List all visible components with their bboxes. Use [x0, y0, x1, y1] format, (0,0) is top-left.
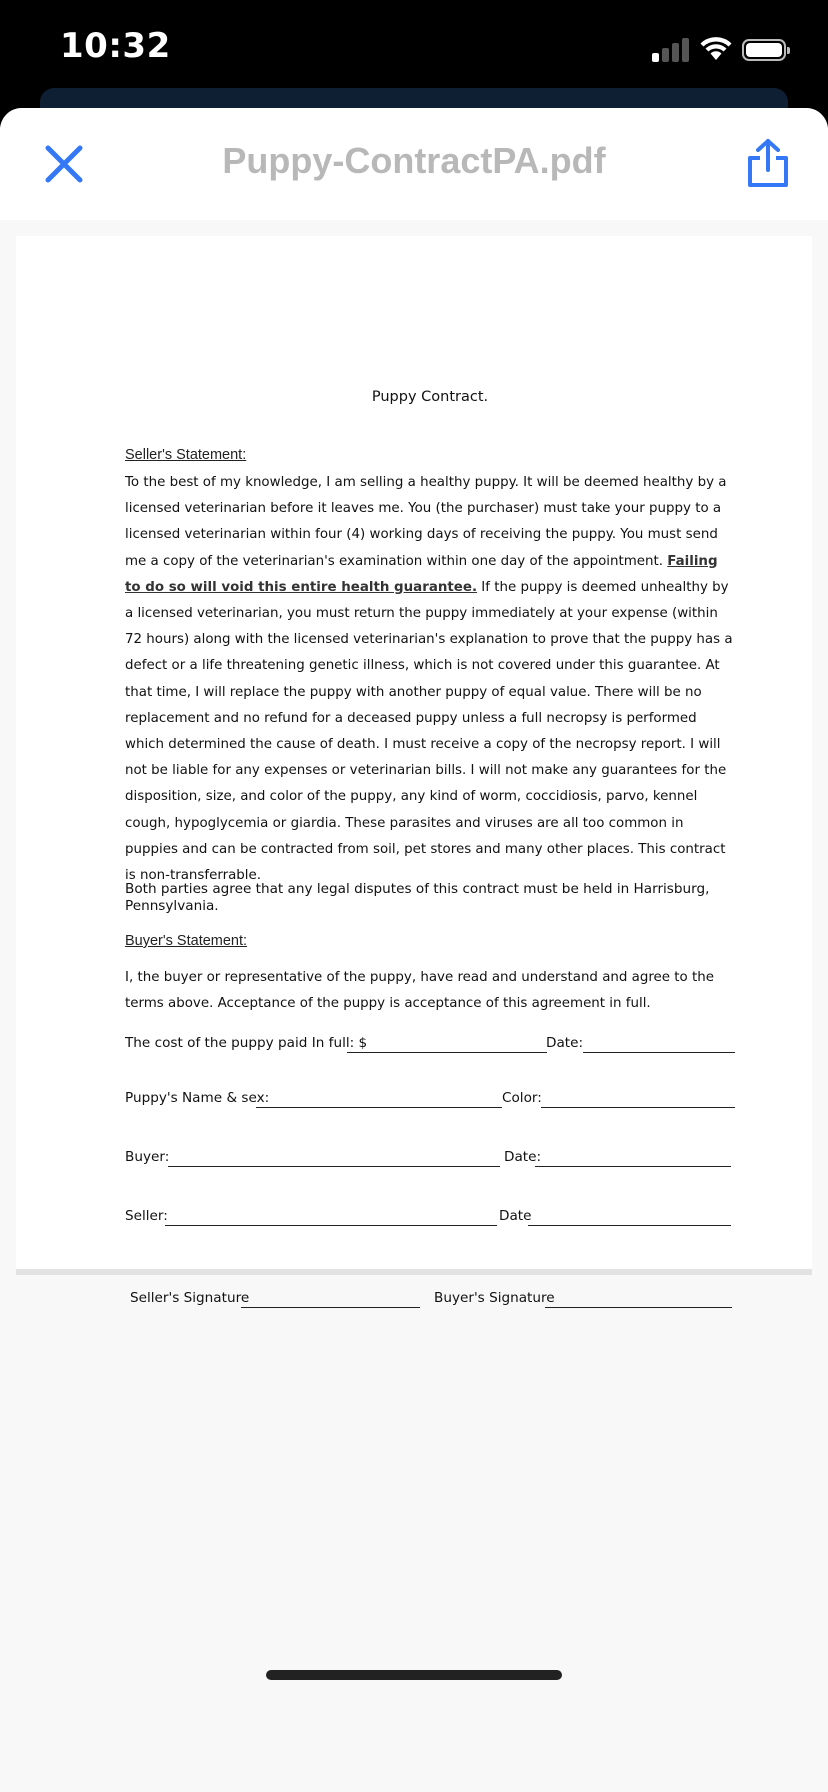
color-blank — [541, 1092, 735, 1108]
cost-label: The cost of the puppy paid In full: $ — [125, 1035, 368, 1051]
color-label: Color: — [502, 1090, 542, 1106]
page-edge — [16, 1269, 812, 1275]
home-indicator[interactable] — [266, 1670, 562, 1680]
share-icon[interactable] — [746, 138, 790, 188]
seller-text-part2: If the puppy is deemed unhealthy by a licensed veterinarian, you must return the puppy immediately at your expense (within 72 hours) along with the licensed veterinarian's explanation to prove that the puppy has a defect or a life threatening genetic illness, which is not covered under this guarantee. At that time, I will replace the puppy with another puppy of equal value. There will be no replacement and no refund for a deceased puppy unless a full necropsy is performed which determined the cause of death. I must receive a copy of the necropsy report. I will not be liable for any expenses or veterinarian bills. I will not make any guarantees for the disposition, size, and color of the puppy, any kind of worm, coccidiosis, parvo, kennel cough, hypoglycemia or giardia. These parasites and viruses are all too common in puppies and can be contracted from soil, pet stores and many other places. This contract is non-transferrable. — [125, 579, 733, 884]
seller-statement-heading: Seller's Statement: — [125, 447, 247, 463]
date-label: Date: — [546, 1035, 584, 1051]
seller-statement-text — [125, 470, 737, 889]
pdf-preview-sheet — [0, 108, 828, 1792]
contract-title: Puppy Contract. — [371, 389, 489, 405]
seller-blank — [165, 1210, 497, 1226]
seller-text-part1: To the best of my knowledge, I am selling a healthy puppy. It will be deemed healthy by a licensed veterinarian before it leaves me. You (the purchaser) must take your puppy to a licensed veterinarian within four (4) working days of receiving the puppy. You must send me a copy of the veterinarian's examination within one day of the appointment. — [125, 475, 727, 569]
seller-date-label: Date — [499, 1208, 532, 1224]
date-blank — [583, 1037, 735, 1053]
buyer-statement-heading: Buyer's Statement: — [125, 933, 248, 949]
buyer-statement-text: I, the buyer or representative of the puppy, have read and understand and agree to the terms above. Acceptance of the puppy is acceptance of this agreement in full. — [125, 970, 714, 1012]
seller-date-blank — [528, 1210, 731, 1226]
buyer-date-blank — [535, 1151, 731, 1167]
cost-blank — [347, 1037, 547, 1053]
wifi-icon — [700, 36, 732, 62]
buyer-signature-label: Buyer's Signature — [434, 1290, 555, 1306]
legal-disputes-text: Both parties agree that any legal disputes of this contract must be held in Harrisburg, Pennsylvania. — [125, 881, 710, 914]
cellular-signal-icon — [652, 38, 690, 62]
buyer-blank — [168, 1151, 500, 1167]
name-sex-label: Puppy's Name & sex: — [125, 1090, 270, 1106]
pdf-page[interactable] — [16, 236, 812, 1306]
preview-header — [0, 108, 828, 220]
close-icon[interactable] — [44, 144, 84, 184]
status-bar — [0, 0, 828, 100]
seller-signature-label: Seller's Signature — [130, 1290, 250, 1306]
document-filename: Puppy-ContractPA.pdf — [222, 140, 606, 181]
guarantee-warning: Failing to do so will void this entire health guarantee. — [125, 553, 718, 595]
battery-icon — [742, 39, 786, 61]
seller-signature-blank — [241, 1292, 420, 1308]
buyer-date-label: Date: — [504, 1149, 542, 1165]
buyer-label: Buyer: — [125, 1149, 170, 1165]
seller-label: Seller: — [125, 1208, 168, 1224]
buyer-signature-blank — [545, 1292, 732, 1308]
status-time: 10:32 — [60, 26, 171, 66]
name-sex-blank — [256, 1092, 502, 1108]
